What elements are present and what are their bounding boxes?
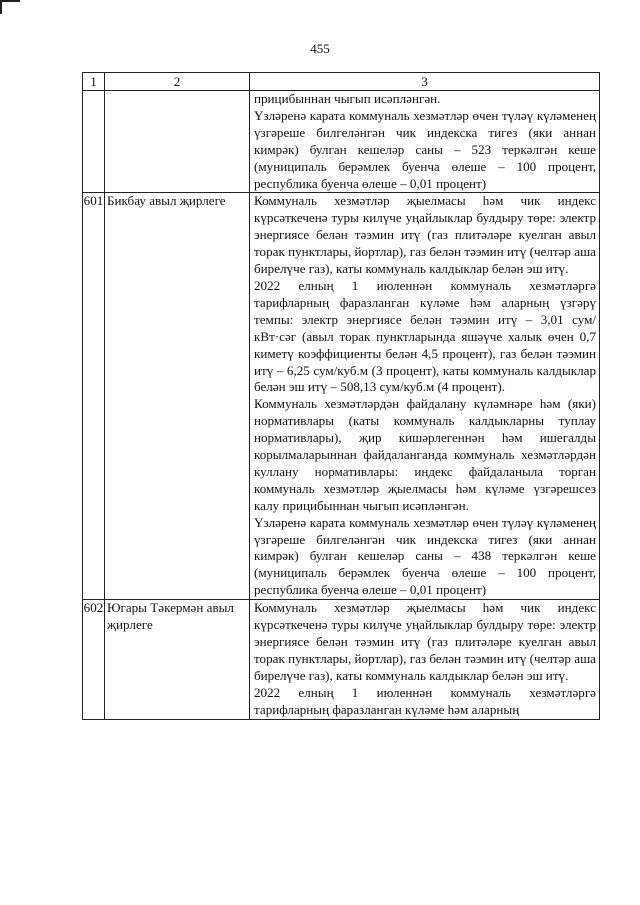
header-col-1: 1 (83, 73, 105, 91)
paragraph: Үзләренә карата коммуналь хезмәтләр өчен түләү күләменең үзгәреше билгеләнгән чик индекска тигез (яки аннан кимрәк) булган кешеләр саны – 523 теркәлгән кеше (муниципаль берәмлек буенча өлеше – 100 процент, республика буенча өлеше – 0,01 процент) (254, 107, 596, 191)
page-number: 455 (310, 41, 330, 56)
settlement-name: Югары Тәкермән авыл җирлеге (105, 600, 250, 719)
scan-corner-mark (0, 0, 20, 14)
table-header-row (83, 73, 600, 91)
header-col-3: 3 (250, 73, 600, 91)
row-description (250, 91, 600, 193)
settlement-name (105, 91, 250, 193)
paragraph: Үзләренә карата коммуналь хезмәтләр өчен түләү күләменең үзгәреше билгеләнгән чик индекска тигез (яки аннан кимрәк) булган кешеләр саны – 438 теркәлгән кеше (муниципаль берәмлек буенча өлеше – 100 процент, республика буенча өлеше – 0,01 процент) (254, 514, 596, 598)
row-number: 602 (83, 600, 105, 719)
table-row (83, 91, 600, 193)
paragraph: 2022 елның 1 июленнән коммуналь хезмәтләргә тарифларның фаразланган күләме һәм аларның (254, 684, 596, 717)
paragraph: Коммуналь хезмәтләрдән файдалану күләмнәре һәм (яки) нормативлары (каты коммуналь калдыкларны туплау нормативлары), җир кишәрлегеннән һәм ишегалды корылмаларыннан файдаланганда коммуналь хезмәтләрдән куллану нормативлары: индекс файдаланыла торган коммуналь хезмәтләр җыелмасы һәм күләме үзгәрешсез калу прицибыннан чыгып исәпләнгән. (254, 396, 596, 513)
table-row (83, 193, 600, 600)
settlement-name: Бикбау авыл җирлеге (105, 193, 250, 600)
paragraph: Коммуналь хезмәтләр җыелмасы һәм чик индекс күрсәткеченә туры килүче уңайлыклар булдыру төре: электр энергиясе белән тәэмин итү (газ плитәләре куелган авыл торак пунктлары, йортлар), газ белән тәэмин итү (челтәр аша бирелүче газ), каты коммуналь калдыклар белән эш итү. (254, 193, 596, 277)
row-number (83, 91, 105, 193)
paragraph: Коммуналь хезмәтләр җыелмасы һәм чик индекс күрсәткеченә туры килүче уңайлыклар булдыру төре: электр энергиясе белән тәэмин итү (газ плитәләре куелган авыл торак пунктлары, йортлар), газ белән тәэмин итү (челтәр аша бирелүче газ), каты коммуналь калдыклар белән эш итү. (254, 600, 596, 683)
paragraph: прицибыннан чыгып исәпләнгән. (254, 91, 441, 106)
row-number: 601 (83, 193, 105, 600)
paragraph: 2022 елның 1 июленнән коммуналь хезмәтләргә тарифларның фаразланган күләме һәм аларның үзгәрү темпы: электр энергиясе белән тәэмин итү – 3,01 сум/кВт·сәг (авыл торак пунктларында яшәүче халык өчен 0,7 киметү коэффициенты белән 4,5 процент), газ белән тәэмин итү – 6,25 сум/куб.м (3 процент), каты коммуналь калдыклар белән эш итү – 508,13 сум/куб.м (4 процент). (254, 277, 596, 395)
table-row (83, 600, 600, 719)
row-description (250, 193, 600, 600)
header-col-2: 2 (105, 73, 250, 91)
data-table (82, 72, 600, 720)
row-description (250, 600, 600, 719)
